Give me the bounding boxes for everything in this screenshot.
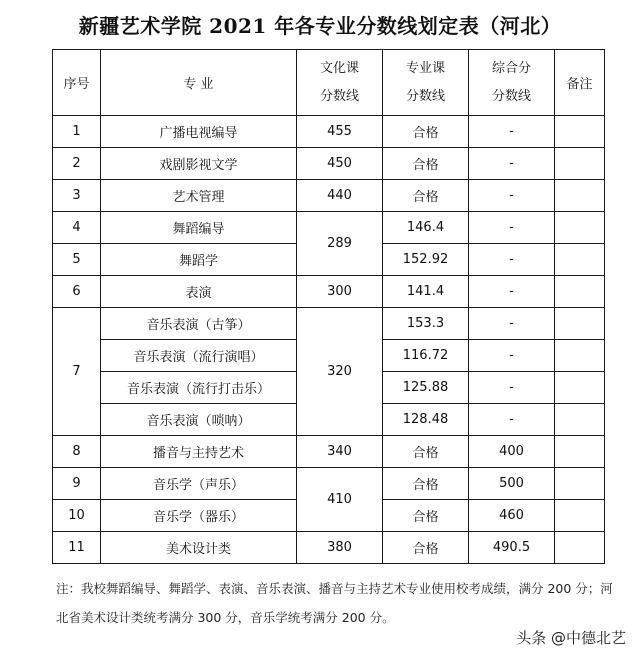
cell-total: - xyxy=(469,276,555,308)
cell-remark xyxy=(555,148,605,180)
cell-major: 音乐学（器乐） xyxy=(101,500,297,532)
cell-total: 460 xyxy=(469,500,555,532)
cell-culture: 410 xyxy=(297,468,383,532)
watermark: 头条 @中德北艺 xyxy=(516,629,626,647)
header-total-line1: 综合分 xyxy=(491,60,531,76)
cell-remark xyxy=(555,116,605,148)
cell-total: 500 xyxy=(469,468,555,500)
cell-no: 3 xyxy=(53,180,101,212)
cell-total: - xyxy=(469,244,555,276)
cell-no: 7 xyxy=(53,308,101,436)
cell-pro: 合格 xyxy=(383,500,469,532)
cell-remark xyxy=(555,180,605,212)
header-total xyxy=(469,50,555,116)
header-pro xyxy=(383,50,469,116)
cell-major: 艺术管理 xyxy=(101,180,297,212)
cell-total: - xyxy=(469,212,555,244)
cell-pro: 152.92 xyxy=(383,244,469,276)
cell-total: - xyxy=(469,404,555,436)
cell-culture: 340 xyxy=(297,436,383,468)
table-row xyxy=(53,308,605,340)
cell-culture: 380 xyxy=(297,532,383,564)
cell-remark xyxy=(555,244,605,276)
header-culture-line2: 分数线 xyxy=(319,88,359,104)
header-no: 序号 xyxy=(53,50,101,116)
cell-no: 1 xyxy=(53,116,101,148)
cell-culture: 300 xyxy=(297,276,383,308)
cell-remark xyxy=(555,468,605,500)
cell-total: - xyxy=(469,340,555,372)
cell-pro: 合格 xyxy=(383,468,469,500)
cell-no: 2 xyxy=(53,148,101,180)
cell-major: 舞蹈编导 xyxy=(101,212,297,244)
cell-culture: 450 xyxy=(297,148,383,180)
header-pro-line1: 专业课 xyxy=(405,60,445,76)
table-row xyxy=(53,436,605,468)
cell-remark xyxy=(555,500,605,532)
cell-remark xyxy=(555,212,605,244)
cell-major: 美术设计类 xyxy=(101,532,297,564)
table-row xyxy=(53,532,605,564)
cell-major: 广播电视编导 xyxy=(101,116,297,148)
header-culture xyxy=(297,50,383,116)
cell-total: - xyxy=(469,372,555,404)
cell-major: 戏剧影视文学 xyxy=(101,148,297,180)
cell-pro: 141.4 xyxy=(383,276,469,308)
cell-major: 表演 xyxy=(101,276,297,308)
header-total-line2: 分数线 xyxy=(491,88,531,104)
cell-culture: 440 xyxy=(297,180,383,212)
cell-pro: 合格 xyxy=(383,532,469,564)
table-row xyxy=(53,148,605,180)
header-pro-line2: 分数线 xyxy=(405,88,445,104)
cell-total: - xyxy=(469,180,555,212)
cell-pro: 116.72 xyxy=(383,340,469,372)
table-header-row xyxy=(53,50,605,116)
cell-no: 11 xyxy=(53,532,101,564)
cell-total: 400 xyxy=(469,436,555,468)
footnote: 注：我校舞蹈编导、舞蹈学、表演、音乐表演、播音与主持艺术专业使用校考成绩，满分 200 分；河北省美术设计类统考满分 300 分，音乐学统考满分 200 分。 xyxy=(56,581,613,625)
cell-pro: 128.48 xyxy=(383,404,469,436)
cell-pro: 146.4 xyxy=(383,212,469,244)
header-remark: 备注 xyxy=(555,50,605,116)
cell-no: 8 xyxy=(53,436,101,468)
cell-total: - xyxy=(469,148,555,180)
cell-remark xyxy=(555,372,605,404)
table-row xyxy=(53,468,605,500)
cell-remark xyxy=(555,532,605,564)
cell-culture: 289 xyxy=(297,212,383,276)
cell-major: 播音与主持艺术 xyxy=(101,436,297,468)
cell-remark xyxy=(555,436,605,468)
cell-pro: 合格 xyxy=(383,148,469,180)
cell-culture: 320 xyxy=(297,308,383,436)
header-culture-line1: 文化课 xyxy=(319,60,359,76)
cell-major: 音乐学（声乐） xyxy=(101,468,297,500)
cell-major: 音乐表演（流行打击乐） xyxy=(101,372,297,404)
cell-no: 4 xyxy=(53,212,101,244)
cell-pro: 153.3 xyxy=(383,308,469,340)
cell-pro: 合格 xyxy=(383,436,469,468)
cell-major: 舞蹈学 xyxy=(101,244,297,276)
table-row xyxy=(53,180,605,212)
cell-pro: 合格 xyxy=(383,180,469,212)
table-row xyxy=(53,116,605,148)
cell-no: 10 xyxy=(53,500,101,532)
cell-remark xyxy=(555,340,605,372)
cell-no: 6 xyxy=(53,276,101,308)
cell-major: 音乐表演（流行演唱） xyxy=(101,340,297,372)
cell-remark xyxy=(555,308,605,340)
cell-major: 音乐表演（唢呐） xyxy=(101,404,297,436)
cell-total: - xyxy=(469,116,555,148)
cell-no: 5 xyxy=(53,244,101,276)
cell-pro: 125.88 xyxy=(383,372,469,404)
cell-total: - xyxy=(469,308,555,340)
cell-total: 490.5 xyxy=(469,532,555,564)
cell-pro: 合格 xyxy=(383,116,469,148)
header-major: 专 业 xyxy=(101,50,297,116)
cell-no: 9 xyxy=(53,468,101,500)
table-row xyxy=(53,276,605,308)
score-table xyxy=(52,49,605,564)
table-row xyxy=(53,212,605,244)
page-title: 新疆艺术学院 2021 年各专业分数线划定表（河北） xyxy=(78,14,562,38)
cell-remark xyxy=(555,276,605,308)
cell-culture: 455 xyxy=(297,116,383,148)
cell-remark xyxy=(555,404,605,436)
cell-major: 音乐表演（古筝） xyxy=(101,308,297,340)
